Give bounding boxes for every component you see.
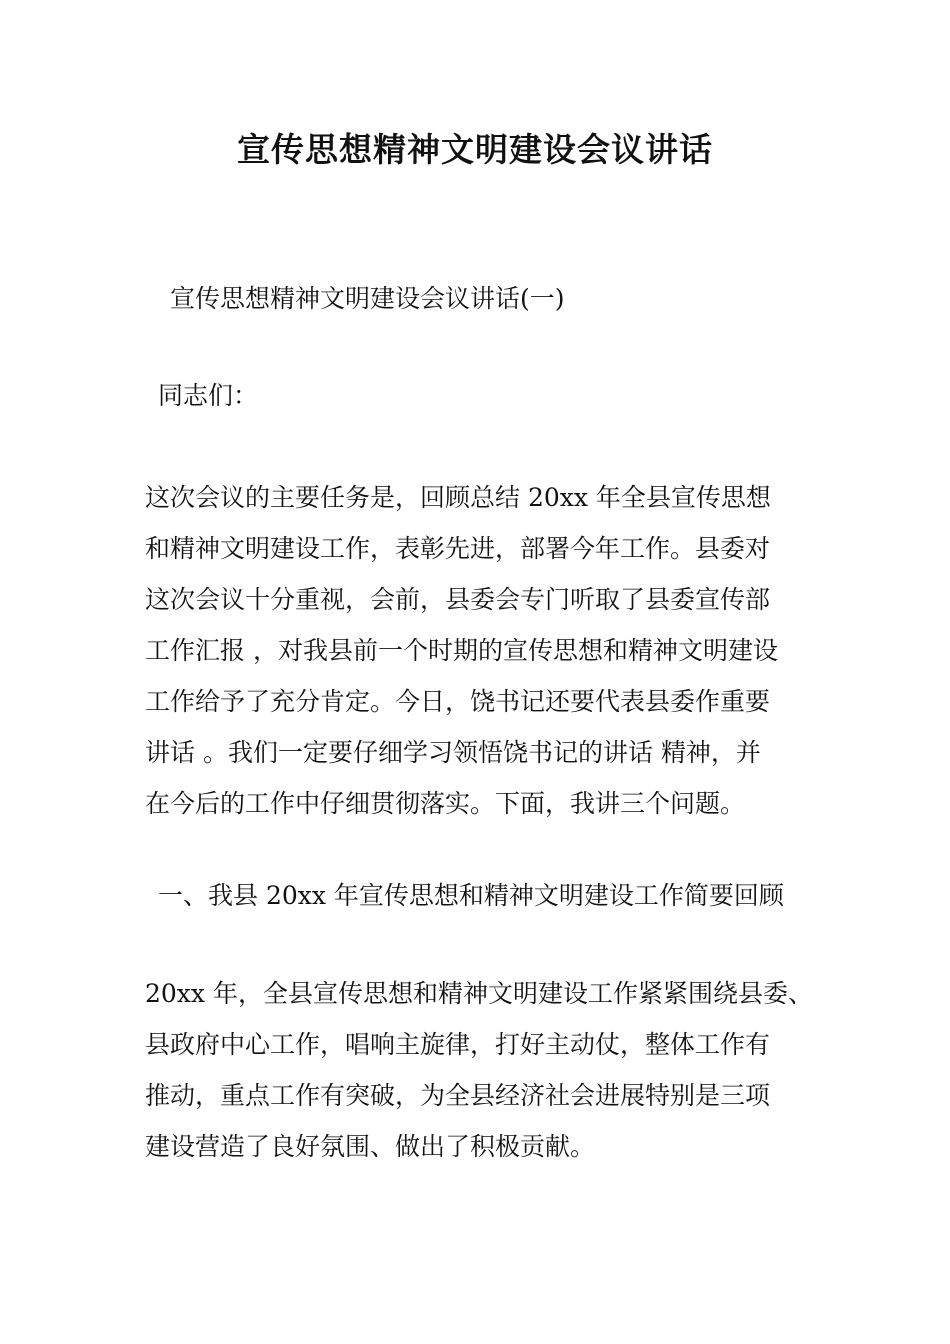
paragraph-intro — [145, 472, 825, 829]
document-title: 宣传思想精神文明建设会议讲话 — [237, 130, 713, 169]
section-heading: 一、我县 20xx 年宣传思想和精神文明建设工作简要回顾 — [158, 881, 784, 910]
paragraph-line: 讲话 。我们一定要仔细学习领悟饶书记的讲话 精神，并 — [145, 738, 761, 767]
paragraph-review — [145, 968, 825, 1172]
paragraph-line: 和精神文明建设工作，表彰先进，部署今年工作。县委对 — [145, 534, 771, 563]
paragraph-line: 工作给予了充分肯定。今日，饶书记还要代表县委作重要 — [145, 687, 771, 716]
paragraph-line: 这次会议的主要任务是，回顾总结 20xx 年全县宣传思想 — [145, 483, 771, 512]
paragraph-line: 在今后的工作中仔细贯彻落实。下面，我讲三个问题。 — [145, 789, 746, 818]
paragraph-line: 推动，重点工作有突破，为全县经济社会进展特别是三项 — [145, 1081, 771, 1110]
paragraph-line: 建设营造了良好氛围、做出了积极贡献。 — [145, 1132, 596, 1161]
paragraph-line: 工作汇报 ，对我县前一个时期的宣传思想和精神文明建设 — [145, 636, 778, 665]
paragraph-line: 这次会议十分重视，会前，县委会专门听取了县委宣传部 — [145, 585, 771, 614]
greeting: 同志们： — [158, 381, 259, 410]
paragraph-line: 县政府中心工作，唱响主旋律，打好主动仗，整体工作有 — [145, 1030, 771, 1059]
paragraph-line: 20xx 年，全县宣传思想和精神文明建设工作紧紧围绕县委、 — [145, 979, 813, 1008]
document-subtitle: 宣传思想精神文明建设会议讲话(一) — [170, 284, 565, 313]
